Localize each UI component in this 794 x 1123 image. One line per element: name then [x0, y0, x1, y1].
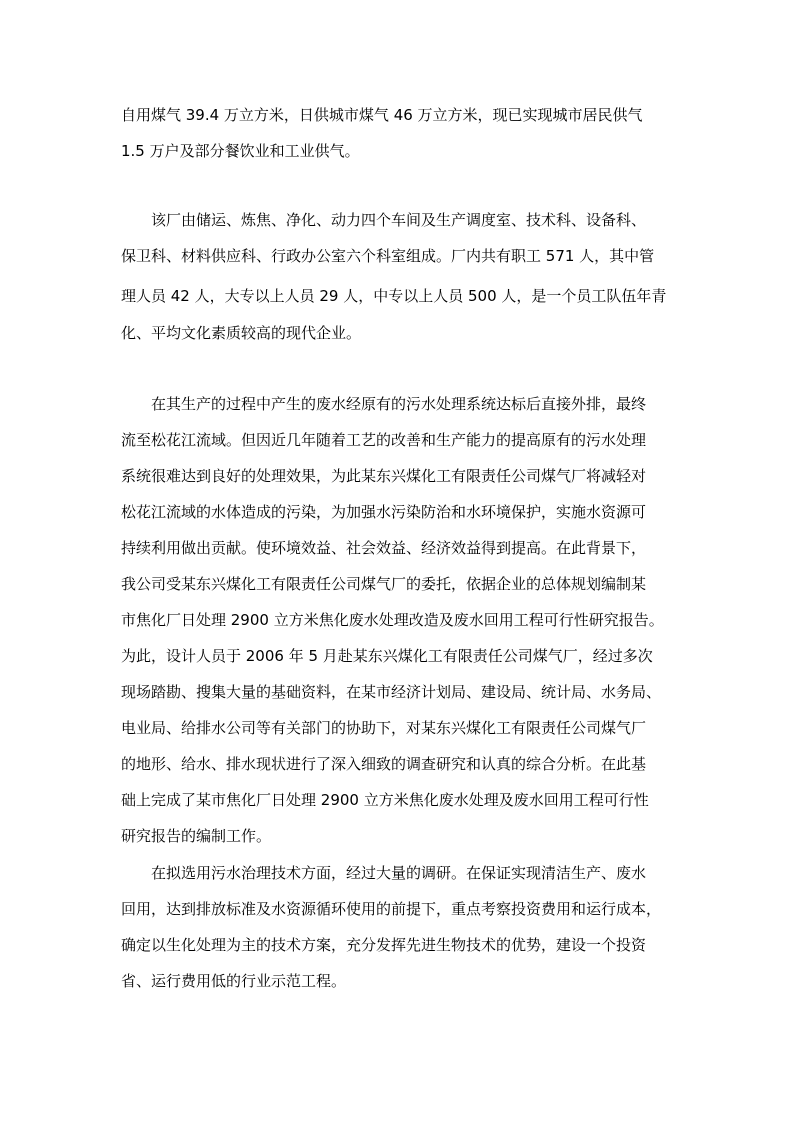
- paragraph-3-line-12: 础上完成了某市焦化厂日处理 2900 立方米焦化废水处理及废水回用工程可行性: [121, 791, 649, 809]
- paragraph-1-line-2: 1.5 万户及部分餐饮业和工业供气。: [121, 142, 360, 160]
- paragraph-2-line-3: 理人员 42 人，大专以上人员 29 人，中专以上人员 500 人，是一个员工队伍年青: [121, 287, 667, 305]
- paragraph-3-line-9: 现场踏勘、搜集大量的基础资料，在某市经济计划局、建设局、统计局、水务局、: [121, 683, 662, 701]
- paragraph-3-line-10: 电业局、给排水公司等有关部门的协助下，对某东兴煤化工有限责任公司煤气厂: [121, 719, 647, 737]
- paragraph-3-line-8: 为此，设计人员于 2006 年 5 月赴某东兴煤化工有限责任公司煤气厂，经过多次: [121, 647, 653, 665]
- paragraph-3-line-4: 松花江流域的水体造成的污染，为加强水污染防治和水环境保护，实施水资源可: [121, 503, 647, 521]
- paragraph-3-line-2: 流至松花江流域。但因近几年随着工艺的改善和生产能力的提高原有的污水处理: [121, 431, 647, 449]
- paragraph-3-line-3: 系统很难达到良好的处理效果，为此某东兴煤化工有限责任公司煤气厂将减轻对: [121, 467, 647, 485]
- paragraph-1-line-1: 自用煤气 39.4 万立方米，日供城市煤气 46 万立方米，现已实现城市居民供气: [121, 106, 643, 124]
- paragraph-3-line-11: 的地形、给水、排水现状进行了深入细致的调查研究和认真的综合分析。在此基: [121, 755, 647, 773]
- paragraph-4-line-2: 回用，达到排放标准及水资源循环使用的前提下，重点考察投资费用和运行成本，: [121, 900, 662, 918]
- paragraph-4-line-1: 在拟选用污水治理技术方面，经过大量的调研。在保证实现清洁生产、废水: [151, 864, 647, 882]
- paragraph-2-line-2: 保卫科、材料供应科、行政办公室六个科室组成。厂内共有职工 571 人，其中管: [121, 247, 655, 265]
- paragraph-3-line-6: 我公司受某东兴煤化工有限责任公司煤气厂的委托，依据企业的总体规划编制某: [121, 575, 647, 593]
- paragraph-2-line-1: 该厂由储运、炼焦、净化、动力四个车间及生产调度室、技术科、设备科、: [151, 211, 647, 229]
- paragraph-2-line-4: 化、平均文化素质较高的现代企业。: [121, 324, 362, 342]
- paragraph-3-line-1: 在其生产的过程中产生的废水经原有的污水处理系统达标后直接外排，最终: [151, 395, 647, 413]
- paragraph-3-line-5: 持续利用做出贡献。使环境效益、社会效益、经济效益得到提高。在此背景下，: [121, 539, 647, 557]
- paragraph-3-line-13: 研究报告的编制工作。: [121, 827, 272, 845]
- paragraph-3-line-7: 市焦化厂日处理 2900 立方米焦化废水处理改造及废水回用工程可行性研究报告。: [121, 611, 664, 629]
- paragraph-4-line-3: 确定以生化处理为主的技术方案，充分发挥先进生物技术的优势，建设一个投资: [121, 936, 647, 954]
- paragraph-4-line-4: 省、运行费用低的行业示范工程。: [121, 972, 347, 990]
